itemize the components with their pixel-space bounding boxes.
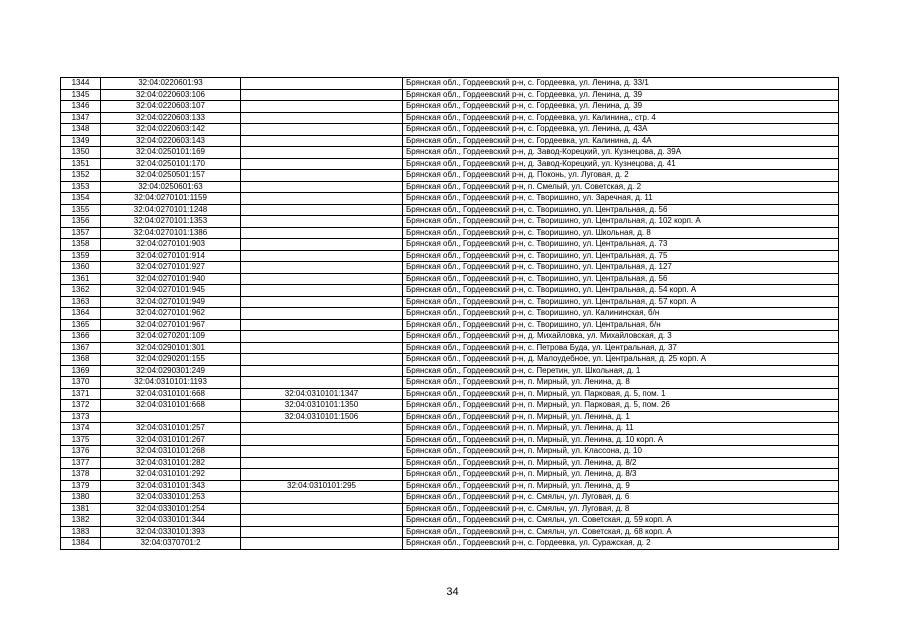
address-cell: Брянская обл., Гордеевский р-н, с. Смяльч, ул. Советская, д. 59 корп. А — [403, 515, 839, 527]
cadastral-number-cell: 32:04:0270201:109 — [101, 331, 241, 343]
table-row — [61, 388, 839, 400]
related-cadastral-number-cell — [241, 457, 403, 469]
address-cell: Брянская обл., Гордеевский р-н, с. Творишино, ул. Центральная, д. 56 — [403, 204, 839, 216]
address-cell: Брянская обл., Гордеевский р-н, с. Смяльч, ул. Луговая, д. 6 — [403, 492, 839, 504]
related-cadastral-number-cell — [241, 147, 403, 159]
address-cell: Брянская обл., Гордеевский р-н, п. Мирный, ул. Ленина, д. 8/3 — [403, 469, 839, 481]
table-row — [61, 170, 839, 182]
row-number-cell: 1356 — [61, 216, 101, 228]
cadastral-number-cell: 32:04:0270101:1386 — [101, 227, 241, 239]
table-row — [61, 101, 839, 113]
table-row — [61, 285, 839, 297]
table-row — [61, 331, 839, 343]
table-row — [61, 158, 839, 170]
table-row — [61, 480, 839, 492]
address-cell: Брянская обл., Гордеевский р-н, с. Гордеевка, ул. Ленина, д. 43А — [403, 124, 839, 136]
cadastral-number-cell: 32:04:0290101:301 — [101, 342, 241, 354]
row-number-cell: 1376 — [61, 446, 101, 458]
table-row — [61, 446, 839, 458]
table-row — [61, 308, 839, 320]
table-row — [61, 434, 839, 446]
related-cadastral-number-cell — [241, 446, 403, 458]
table-row — [61, 319, 839, 331]
row-number-cell: 1358 — [61, 239, 101, 251]
cadastral-number-cell: 32:04:0220603:143 — [101, 135, 241, 147]
address-cell: Брянская обл., Гордеевский р-н, с. Творишино, ул. Центральная, д. 102 корп. А — [403, 216, 839, 228]
table-row — [61, 78, 839, 90]
cadastral-number-cell: 32:04:0370701:2 — [101, 538, 241, 550]
table-row — [61, 515, 839, 527]
cadastral-number-cell: 32:04:0330101:253 — [101, 492, 241, 504]
related-cadastral-number-cell — [241, 319, 403, 331]
row-number-cell: 1383 — [61, 526, 101, 538]
row-number-cell: 1352 — [61, 170, 101, 182]
related-cadastral-number-cell — [241, 78, 403, 90]
row-number-cell: 1344 — [61, 78, 101, 90]
cadastral-number-cell: 32:04:0220603:107 — [101, 101, 241, 113]
address-cell: Брянская обл., Гордеевский р-н, с. Смяльч, ул. Советская, д. 68 корп. А — [403, 526, 839, 538]
address-cell: Брянская обл., Гордеевский р-н, д. Завод-Корецкий, ул. Кузнецова, д. 41 — [403, 158, 839, 170]
cadastral-number-cell: 32:04:0310101:282 — [101, 457, 241, 469]
row-number-cell: 1367 — [61, 342, 101, 354]
table-row — [61, 262, 839, 274]
address-cell: Брянская обл., Гордеевский р-н, п. Мирный, ул. Ленина, д. 8 — [403, 377, 839, 389]
address-cell: Брянская обл., Гордеевский р-н, с. Гордеевка, ул. Калинина, д. 4А — [403, 135, 839, 147]
address-cell: Брянская обл., Гордеевский р-н, д. Малоудебное, ул. Центральная, д. 25 корп. А — [403, 354, 839, 366]
table-row — [61, 239, 839, 251]
cadastral-number-cell: 32:04:0220603:142 — [101, 124, 241, 136]
cadastral-number-cell: 32:04:0270101:962 — [101, 308, 241, 320]
address-cell: Брянская обл., Гордеевский р-н, с. Гордеевка, ул. Суражская, д. 2 — [403, 538, 839, 550]
address-cell: Брянская обл., Гордеевский р-н, с. Гордеевка, ул. Калинина,, стр. 4 — [403, 112, 839, 124]
address-cell: Брянская обл., Гордеевский р-н, с. Перетин, ул. Школьная, д. 1 — [403, 365, 839, 377]
row-number-cell: 1347 — [61, 112, 101, 124]
related-cadastral-number-cell — [241, 515, 403, 527]
cadastral-number-cell: 32:04:0310101:1193 — [101, 377, 241, 389]
row-number-cell: 1378 — [61, 469, 101, 481]
table-row — [61, 204, 839, 216]
address-cell: Брянская обл., Гордеевский р-н, п. Мирный, ул. Парковая, д. 5, пом. 26 — [403, 400, 839, 412]
cadastral-number-cell: 32:04:0270101:1159 — [101, 193, 241, 205]
page-number: 34 — [446, 586, 459, 598]
table-row — [61, 273, 839, 285]
row-number-cell: 1348 — [61, 124, 101, 136]
cadastral-number-cell: 32:04:0290201:155 — [101, 354, 241, 366]
row-number-cell: 1377 — [61, 457, 101, 469]
related-cadastral-number-cell — [241, 354, 403, 366]
row-number-cell: 1354 — [61, 193, 101, 205]
table-body — [61, 78, 839, 550]
address-cell: Брянская обл., Гордеевский р-н, п. Смелый, ул. Советская, д. 2 — [403, 181, 839, 193]
row-number-cell: 1351 — [61, 158, 101, 170]
row-number-cell: 1345 — [61, 89, 101, 101]
cadastral-number-cell: 32:04:0270101:1248 — [101, 204, 241, 216]
table-row — [61, 411, 839, 423]
related-cadastral-number-cell — [241, 342, 403, 354]
table-row — [61, 377, 839, 389]
table-row — [61, 181, 839, 193]
address-cell: Брянская обл., Гордеевский р-н, п. Мирный, ул. Ленина, д. 10 корп. А — [403, 434, 839, 446]
table-row — [61, 365, 839, 377]
row-number-cell: 1384 — [61, 538, 101, 550]
related-cadastral-number-cell — [241, 296, 403, 308]
related-cadastral-number-cell — [241, 273, 403, 285]
table-row — [61, 216, 839, 228]
related-cadastral-number-cell — [241, 377, 403, 389]
cadastral-number-cell: 32:04:0250101:169 — [101, 147, 241, 159]
table-row — [61, 89, 839, 101]
cadastral-number-cell: 32:04:0250601:63 — [101, 181, 241, 193]
address-cell: Брянская обл., Гордеевский р-н, п. Мирный, ул. Ленина, д. 11 — [403, 423, 839, 435]
cadastral-number-cell: 32:04:0220603:106 — [101, 89, 241, 101]
address-cell: Брянская обл., Гордеевский р-н, с. Творишино, ул. Центральная, д. 75 — [403, 250, 839, 262]
related-cadastral-number-cell — [241, 469, 403, 481]
related-cadastral-number-cell — [241, 285, 403, 297]
row-number-cell: 1350 — [61, 147, 101, 159]
table-row — [61, 538, 839, 550]
table-row — [61, 400, 839, 412]
table-row — [61, 296, 839, 308]
cadastral-number-cell: 32:04:0310101:268 — [101, 446, 241, 458]
table-row — [61, 503, 839, 515]
address-cell: Брянская обл., Гордеевский р-н, с. Творишино, ул. Центральная, д. 57 корп. А — [403, 296, 839, 308]
row-number-cell: 1355 — [61, 204, 101, 216]
address-cell: Брянская обл., Гордеевский р-н, п. Мирный, ул. Парковая, д. 5, пом. 1 — [403, 388, 839, 400]
related-cadastral-number-cell: 32:04:0310101:1350 — [241, 400, 403, 412]
address-cell: Брянская обл., Гордеевский р-н, с. Творишино, ул. Центральная, б/н — [403, 319, 839, 331]
address-cell: Брянская обл., Гордеевский р-н, п. Мирный, ул. Классона, д. 10 — [403, 446, 839, 458]
related-cadastral-number-cell — [241, 526, 403, 538]
cadastral-number-cell — [101, 411, 241, 423]
address-cell: Брянская обл., Гордеевский р-н, с. Гордеевка, ул. Ленина, д. 39 — [403, 89, 839, 101]
row-number-cell: 1362 — [61, 285, 101, 297]
address-cell: Брянская обл., Гордеевский р-н, д. Завод-Корецкий, ул. Кузнецова, д. 39А — [403, 147, 839, 159]
related-cadastral-number-cell: 32:04:0310101:295 — [241, 480, 403, 492]
cadastral-number-cell: 32:04:0330101:393 — [101, 526, 241, 538]
address-cell: Брянская обл., Гордеевский р-н, с. Смяльч, ул. Луговая, д. 8 — [403, 503, 839, 515]
cadastral-number-cell: 32:04:0310101:267 — [101, 434, 241, 446]
row-number-cell: 1346 — [61, 101, 101, 113]
address-cell: Брянская обл., Гордеевский р-н, д. Поконь, ул. Луговая, д. 2 — [403, 170, 839, 182]
row-number-cell: 1373 — [61, 411, 101, 423]
cadastral-number-cell: 32:04:0310101:257 — [101, 423, 241, 435]
table-row — [61, 135, 839, 147]
related-cadastral-number-cell — [241, 331, 403, 343]
cadastral-number-cell: 32:04:0250501:157 — [101, 170, 241, 182]
address-cell: Брянская обл., Гордеевский р-н, с. Творишино, ул. Калининская, б/н — [403, 308, 839, 320]
related-cadastral-number-cell — [241, 492, 403, 504]
row-number-cell: 1371 — [61, 388, 101, 400]
cadastral-number-cell: 32:04:0310101:668 — [101, 400, 241, 412]
cadastral-number-cell: 32:04:0250101:170 — [101, 158, 241, 170]
related-cadastral-number-cell: 32:04:0310101:1506 — [241, 411, 403, 423]
table-row — [61, 227, 839, 239]
table-row — [61, 250, 839, 262]
cadastral-number-cell: 32:04:0220603:133 — [101, 112, 241, 124]
address-cell: Брянская обл., Гордеевский р-н, с. Творишино, ул. Центральная, д. 54 корп. А — [403, 285, 839, 297]
related-cadastral-number-cell — [241, 89, 403, 101]
address-cell: Брянская обл., Гордеевский р-н, д. Михайловка, ул. Михайловская, д. 3 — [403, 331, 839, 343]
cadastral-number-cell: 32:04:0270101:940 — [101, 273, 241, 285]
address-cell: Брянская обл., Гордеевский р-н, с. Творишино, ул. Центральная, д. 73 — [403, 239, 839, 251]
table-row — [61, 354, 839, 366]
row-number-cell: 1375 — [61, 434, 101, 446]
row-number-cell: 1368 — [61, 354, 101, 366]
related-cadastral-number-cell — [241, 204, 403, 216]
cadastral-number-cell: 32:04:0310101:292 — [101, 469, 241, 481]
table-row — [61, 423, 839, 435]
address-cell: Брянская обл., Гордеевский р-н, с. Гордеевка, ул. Ленина, д. 33/1 — [403, 78, 839, 90]
cadastral-number-cell: 32:04:0270101:914 — [101, 250, 241, 262]
row-number-cell: 1365 — [61, 319, 101, 331]
address-cell: Брянская обл., Гордеевский р-н, п. Мирный, ул. Ленина, д. 1 — [403, 411, 839, 423]
related-cadastral-number-cell — [241, 250, 403, 262]
related-cadastral-number-cell — [241, 239, 403, 251]
table-row — [61, 526, 839, 538]
related-cadastral-number-cell — [241, 158, 403, 170]
related-cadastral-number-cell — [241, 101, 403, 113]
related-cadastral-number-cell — [241, 216, 403, 228]
row-number-cell: 1382 — [61, 515, 101, 527]
address-cell: Брянская обл., Гордеевский р-н, с. Гордеевка, ул. Ленина, д. 39 — [403, 101, 839, 113]
row-number-cell: 1361 — [61, 273, 101, 285]
table-row — [61, 193, 839, 205]
cadastral-number-cell: 32:04:0270101:927 — [101, 262, 241, 274]
related-cadastral-number-cell — [241, 262, 403, 274]
related-cadastral-number-cell — [241, 112, 403, 124]
address-cell: Брянская обл., Гордеевский р-н, с. Петрова Буда, ул. Центральная, д. 37 — [403, 342, 839, 354]
related-cadastral-number-cell — [241, 181, 403, 193]
cadastral-number-cell: 32:04:0270101:903 — [101, 239, 241, 251]
row-number-cell: 1379 — [61, 480, 101, 492]
related-cadastral-number-cell — [241, 170, 403, 182]
row-number-cell: 1366 — [61, 331, 101, 343]
address-cell: Брянская обл., Гордеевский р-н, п. Мирный, ул. Ленина, д. 8/2 — [403, 457, 839, 469]
table-row — [61, 469, 839, 481]
row-number-cell: 1360 — [61, 262, 101, 274]
related-cadastral-number-cell: 32:04:0310101:1347 — [241, 388, 403, 400]
related-cadastral-number-cell — [241, 538, 403, 550]
cadastral-number-cell: 32:04:0270101:949 — [101, 296, 241, 308]
row-number-cell: 1374 — [61, 423, 101, 435]
related-cadastral-number-cell — [241, 365, 403, 377]
table-row — [61, 492, 839, 504]
address-cell: Брянская обл., Гордеевский р-н, с. Творишино, ул. Школьная, д. 8 — [403, 227, 839, 239]
related-cadastral-number-cell — [241, 434, 403, 446]
row-number-cell: 1380 — [61, 492, 101, 504]
cadastral-number-cell: 32:04:0310101:343 — [101, 480, 241, 492]
row-number-cell: 1369 — [61, 365, 101, 377]
cadastral-number-cell: 32:04:0220601:93 — [101, 78, 241, 90]
table-row — [61, 457, 839, 469]
table-row — [61, 112, 839, 124]
row-number-cell: 1363 — [61, 296, 101, 308]
cadastral-number-cell: 32:04:0270101:945 — [101, 285, 241, 297]
table-row — [61, 124, 839, 136]
table-row — [61, 147, 839, 159]
property-table — [60, 77, 839, 550]
row-number-cell: 1370 — [61, 377, 101, 389]
row-number-cell: 1357 — [61, 227, 101, 239]
related-cadastral-number-cell — [241, 193, 403, 205]
related-cadastral-number-cell — [241, 227, 403, 239]
related-cadastral-number-cell — [241, 135, 403, 147]
related-cadastral-number-cell — [241, 503, 403, 515]
address-cell: Брянская обл., Гордеевский р-н, с. Творишино, ул. Заречная, д. 11 — [403, 193, 839, 205]
cadastral-number-cell: 32:04:0310101:668 — [101, 388, 241, 400]
cadastral-number-cell: 32:04:0270101:967 — [101, 319, 241, 331]
row-number-cell: 1353 — [61, 181, 101, 193]
table-row — [61, 342, 839, 354]
row-number-cell: 1364 — [61, 308, 101, 320]
address-cell: Брянская обл., Гордеевский р-н, с. Творишино, ул. Центральная, д. 56 — [403, 273, 839, 285]
address-cell: Брянская обл., Гордеевский р-н, п. Мирный, ул. Ленина, д. 9 — [403, 480, 839, 492]
related-cadastral-number-cell — [241, 124, 403, 136]
row-number-cell: 1381 — [61, 503, 101, 515]
related-cadastral-number-cell — [241, 308, 403, 320]
related-cadastral-number-cell — [241, 423, 403, 435]
cadastral-number-cell: 32:04:0330101:254 — [101, 503, 241, 515]
cadastral-number-cell: 32:04:0290301:249 — [101, 365, 241, 377]
address-cell: Брянская обл., Гордеевский р-н, с. Творишино, ул. Центральная, д. 127 — [403, 262, 839, 274]
cadastral-number-cell: 32:04:0330101:344 — [101, 515, 241, 527]
row-number-cell: 1372 — [61, 400, 101, 412]
row-number-cell: 1349 — [61, 135, 101, 147]
row-number-cell: 1359 — [61, 250, 101, 262]
cadastral-number-cell: 32:04:0270101:1353 — [101, 216, 241, 228]
